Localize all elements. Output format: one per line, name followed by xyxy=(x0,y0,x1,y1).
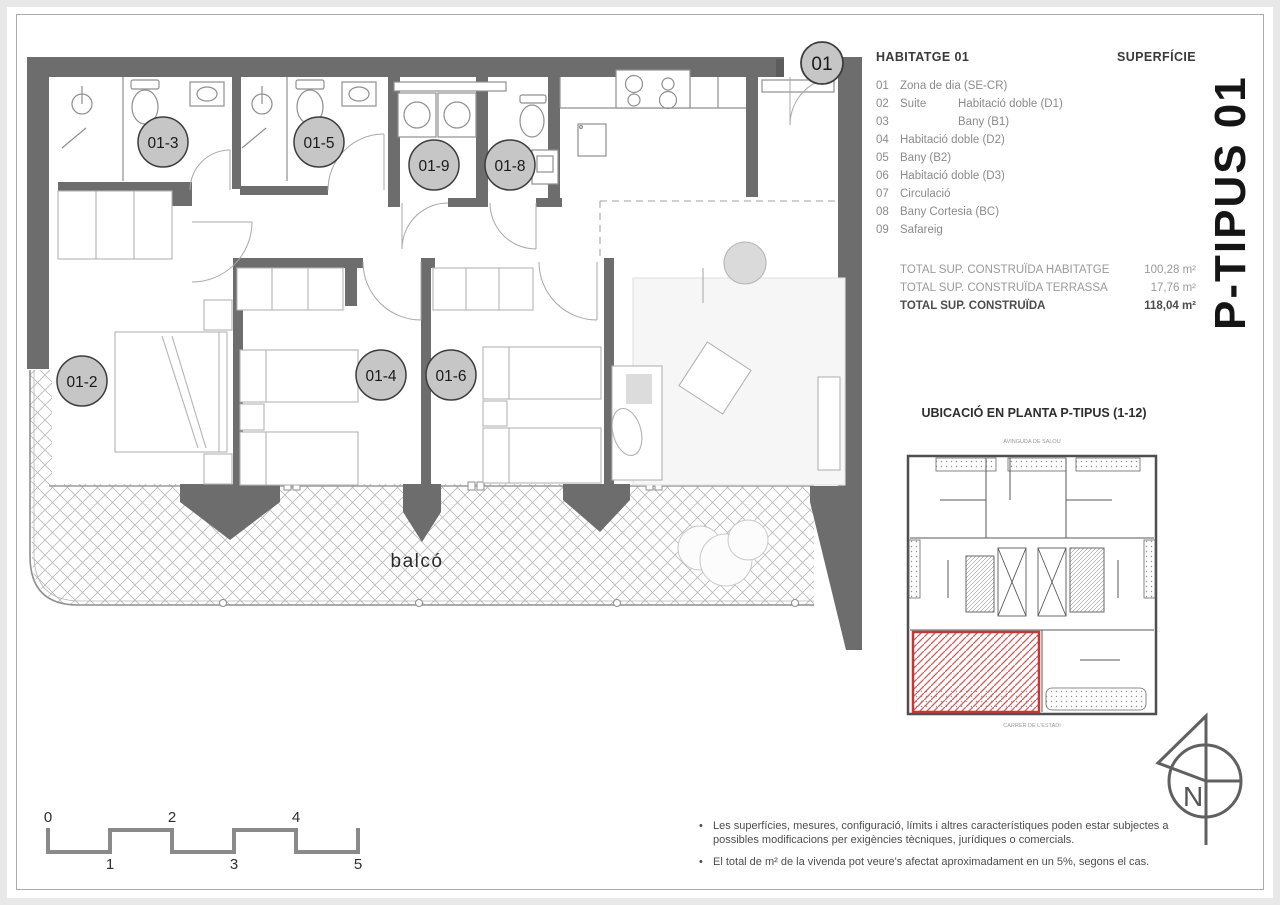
location-plan xyxy=(908,405,1156,729)
highlighted-unit xyxy=(913,632,1039,712)
badge-entry xyxy=(801,42,843,84)
notes-block xyxy=(697,820,1199,879)
badge-bed3 xyxy=(426,350,476,400)
total-row-grand: TOTAL SUP. CONSTRUÏDA 118,04 m² xyxy=(900,300,1196,312)
kitchen-counter xyxy=(560,70,746,156)
courtesy-sink xyxy=(532,150,558,184)
badge-bath2 xyxy=(294,117,344,167)
badge-bed2-label: 01-4 xyxy=(365,368,397,385)
angled-wall xyxy=(810,486,862,650)
legend-area-header: SUPERFÍCIE xyxy=(1116,50,1196,64)
suite-closet xyxy=(58,191,172,259)
note-item: • El total de m² de la vivenda pot veure's afectat aproximadament en un 5%, segons el cas. xyxy=(697,856,1199,870)
balcony-label: balcó xyxy=(390,551,444,572)
scale-bar xyxy=(44,809,362,873)
legend-title: HABITATGE 01 xyxy=(876,50,970,64)
badge-bed3-label: 01-6 xyxy=(435,368,467,385)
bath1-shower xyxy=(62,77,123,181)
badge-laundry xyxy=(409,140,459,190)
dashed-boundary xyxy=(600,201,838,256)
bath1-toilet xyxy=(131,80,159,124)
room-row: 03 Bany (B1) xyxy=(876,116,1010,128)
badge-bath-suite-label: 01-3 xyxy=(147,135,179,152)
badge-suite-label: 01-2 xyxy=(66,374,98,391)
courtesy-toilet xyxy=(520,95,546,137)
room-row: 06 Habitació doble (D3) xyxy=(876,170,1005,182)
total-row: TOTAL SUP. CONSTRUÏDA TERRASSA 17,76 m² xyxy=(900,282,1196,294)
bath2-shower xyxy=(242,77,287,181)
location-title: UBICACIÓ EN PLANTA P-TIPUS (1-12) xyxy=(921,406,1147,420)
badge-laundry-label: 01-9 xyxy=(418,158,450,175)
street-bottom-label: CARRER DE L'ESTADI xyxy=(1003,723,1061,729)
living-furniture xyxy=(607,242,845,485)
fridge-icon xyxy=(578,124,606,156)
badge-entry-label: 01 xyxy=(811,54,833,75)
room-row: 09 Safareig xyxy=(876,224,943,236)
total-row: TOTAL SUP. CONSTRUÏDA HABITATGE 100,28 m² xyxy=(900,264,1196,276)
scale-label-4: 4 xyxy=(291,809,301,826)
room-row: 08 Bany Cortesia (BC) xyxy=(876,206,1000,218)
scale-label-0: 0 xyxy=(43,809,53,826)
room-row: 05 Bany (B2) xyxy=(876,152,952,164)
area-totals xyxy=(876,261,1196,315)
note-item: • Les superfícies, mesures, configuració, límits i altres característiques poden estar subjectes a possibles modificacions per exigències tècniques, jurídiques o comercials. xyxy=(697,820,1199,847)
sheet-code-vertical: P-TIPUS 01 xyxy=(1206,75,1255,330)
round-table xyxy=(724,242,766,284)
scale-label-2: 2 xyxy=(167,809,177,826)
street-top-label: AVINGUDA DE SALOU xyxy=(1003,439,1061,445)
bath1-sink xyxy=(190,82,224,106)
room-row: 01 Zona de dia (SE-CR) xyxy=(876,80,1008,92)
suite-bed xyxy=(115,300,232,484)
legend-panel xyxy=(876,50,1196,315)
sideboard xyxy=(818,377,840,470)
scale-label-1: 1 xyxy=(105,856,115,873)
badge-bed2 xyxy=(356,350,406,400)
badge-courtesy xyxy=(485,140,535,190)
bed2-furniture xyxy=(237,268,358,485)
badge-courtesy-label: 01-8 xyxy=(494,158,526,175)
north-letter: N xyxy=(1183,781,1204,812)
wall-left xyxy=(27,57,49,369)
bath2-sink xyxy=(342,82,376,106)
room-row: 02 Suite Habitació doble (D1) xyxy=(876,98,1063,110)
badge-bath-suite xyxy=(138,117,188,167)
furniture xyxy=(58,191,845,485)
room-row: 07 Circulació xyxy=(876,188,951,200)
scale-label-3: 3 xyxy=(229,856,239,873)
badge-suite xyxy=(57,356,107,406)
room-row: 04 Habitació doble (D2) xyxy=(876,134,1005,146)
badge-bath2-label: 01-5 xyxy=(303,135,335,152)
washer-icons xyxy=(394,82,506,137)
scale-label-5: 5 xyxy=(353,856,363,873)
room-list xyxy=(876,77,1196,239)
